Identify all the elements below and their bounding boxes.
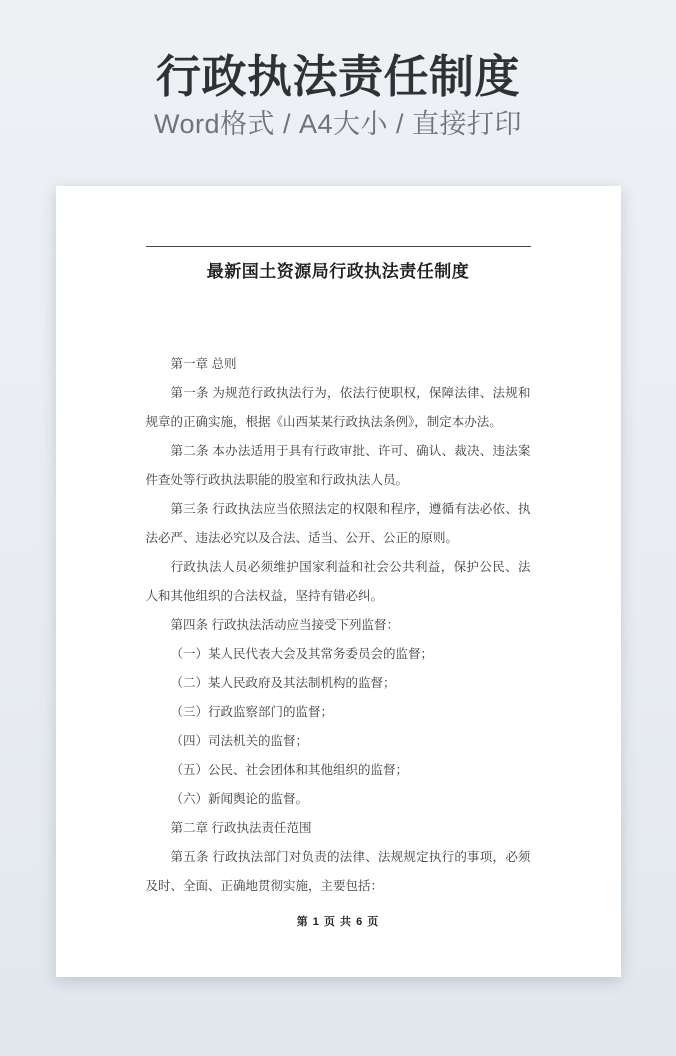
- paragraph: 第一章 总则: [170, 356, 237, 371]
- paragraph: 行政执法人员必须维护国家利益和社会公共利益，保护公民、法人和其他组织的合法权益，坚持有错必纠。: [145, 559, 531, 603]
- paragraph: 第二章 行政执法责任范围: [170, 820, 312, 835]
- poster-subtitle: Word格式 / A4大小 / 直接打印: [153, 109, 523, 139]
- paragraph: 第三条 行政执法应当依照法定的权限和程序，遵循有法必依、执法必严、违法必究以及合法、适当、公开、公正的原则。: [145, 501, 531, 545]
- document-body: [146, 350, 531, 901]
- paragraph: （五）公民、社会团体和其他组织的监督；: [170, 762, 409, 777]
- paragraph: 第二条 本办法适用于具有行政审批、许可、确认、裁决、违法案件查处等行政执法职能的股室和行政执法人员。: [145, 443, 531, 487]
- document-content: [56, 186, 621, 901]
- page-number: 第 1 页 共 6 页: [296, 916, 380, 928]
- paragraph: （四）司法机关的监督；: [170, 733, 309, 748]
- poster-title: 行政执法责任制度: [155, 51, 520, 102]
- paragraph: 第四条 行政执法活动应当接受下列监督：: [170, 617, 399, 632]
- paragraph: （六）新闻舆论的监督。: [170, 791, 309, 806]
- paragraph: （三）行政监察部门的监督；: [170, 704, 334, 719]
- document-page: [56, 186, 621, 977]
- paragraph: 第五条 行政执法部门对负责的法律、法规规定执行的事项，必须及时、全面、正确地贯彻实施，主要包括：: [145, 849, 531, 893]
- paragraph: 第一条 为规范行政执法行为，依法行使职权，保障法律、法规和规章的正确实施，根据《山西某某行政执法条例》，制定本办法。: [145, 385, 531, 429]
- paragraph: （二）某人民政府及其法制机构的监督；: [170, 675, 396, 690]
- poster-header: [0, 0, 676, 186]
- header-divider: [146, 246, 531, 247]
- document-title: 最新国土资源局行政执法责任制度: [206, 262, 470, 281]
- paragraph: （一）某人民代表大会及其常务委员会的监督；: [170, 646, 434, 661]
